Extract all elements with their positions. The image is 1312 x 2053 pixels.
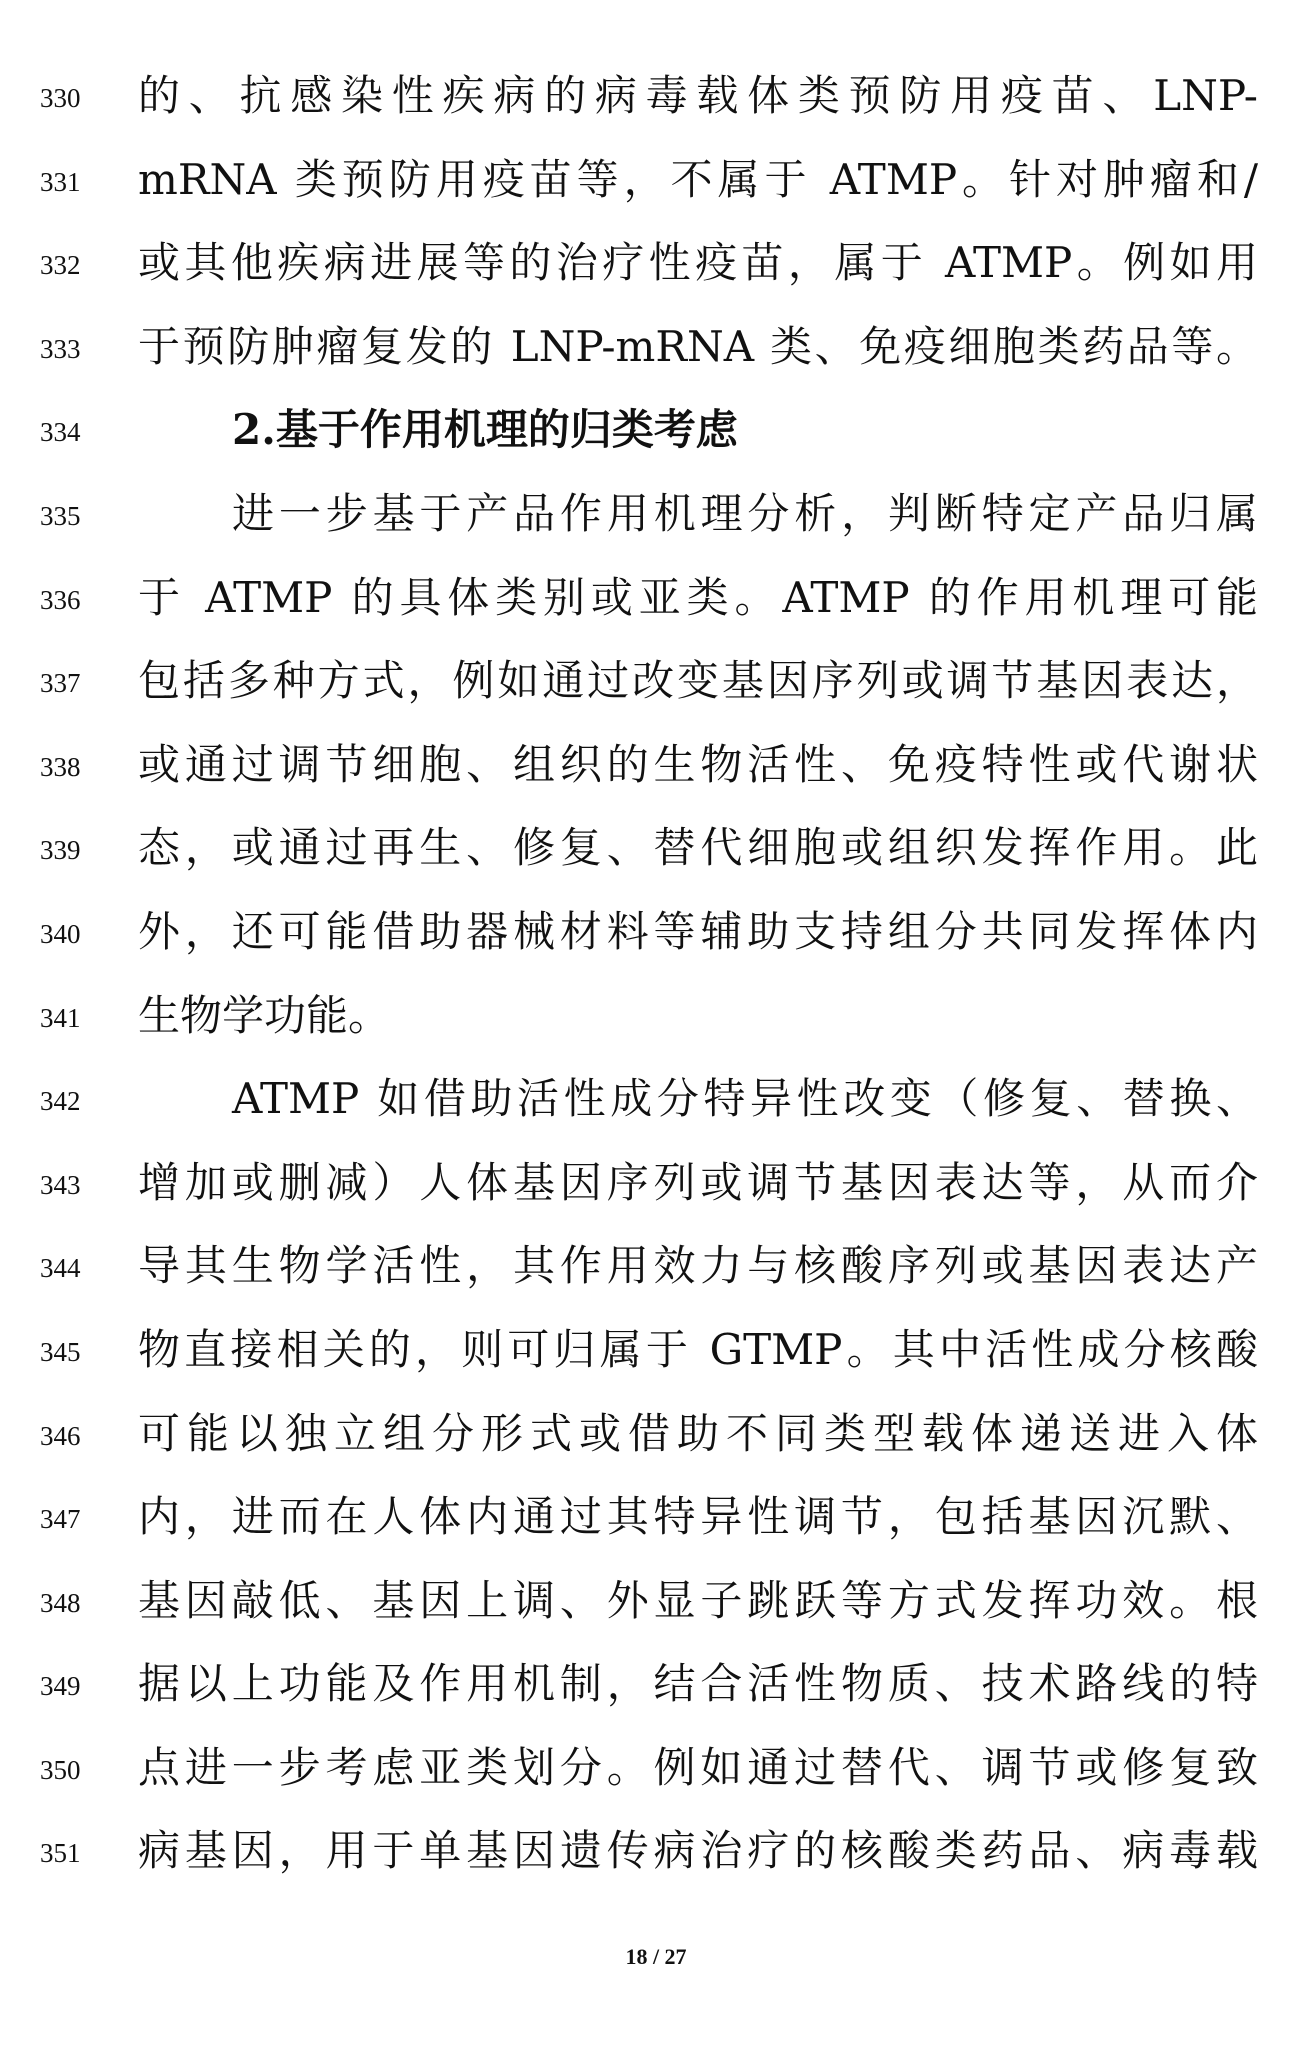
text-line	[0, 68, 1312, 152]
line-text: 包括多种方式，例如通过改变基因序列或调节基因表达，	[138, 656, 1258, 706]
text-line	[0, 1573, 1312, 1657]
line-text: 的、抗感染性疾病的病毒载体类预防用疫苗、LNP-	[138, 71, 1258, 120]
line-text: ATMP 如借助活性成分特异性改变（修复、替换、	[232, 1074, 1258, 1124]
section-heading: 2.基于作用机理的归类考虑	[232, 405, 738, 455]
text-line	[0, 486, 1312, 570]
text-line	[0, 988, 1312, 1072]
line-number: 342	[40, 1086, 81, 1117]
text-line	[0, 235, 1312, 319]
line-number: 340	[40, 918, 81, 949]
line-text: 态，或通过再生、修复、替代细胞或组织发挥作用。此	[138, 823, 1258, 873]
text-line	[0, 1238, 1312, 1322]
line-text: 物直接相关的，则可归属于 GTMP。其中活性成分核酸	[138, 1324, 1258, 1374]
text-line	[0, 1823, 1312, 1907]
line-text: 病基因，用于单基因遗传病治疗的核酸类药品、病毒载	[138, 1826, 1258, 1876]
document-body	[0, 68, 1312, 1907]
line-number: 341	[40, 1002, 81, 1033]
text-line	[0, 570, 1312, 654]
text-line	[0, 1155, 1312, 1239]
text-line	[0, 1489, 1312, 1573]
line-text: 导其生物学活性，其作用效力与核酸序列或基因表达产	[138, 1241, 1258, 1291]
line-text: mRNA 类预防用疫苗等，不属于 ATMP。针对肿瘤和/	[138, 154, 1258, 204]
line-text: 增加或删减）人体基因序列或调节基因表达等，从而介	[138, 1157, 1258, 1207]
page-number: 18 / 27	[625, 1944, 687, 1969]
line-number: 339	[40, 835, 81, 866]
line-text: 外，还可能借助器械材料等辅助支持组分共同发挥体内	[138, 906, 1258, 956]
line-number: 337	[40, 668, 81, 699]
line-number: 351	[40, 1838, 81, 1869]
text-line	[0, 1322, 1312, 1406]
line-text: 进一步基于产品作用机理分析，判断特定产品归属	[232, 488, 1258, 538]
text-line	[0, 904, 1312, 988]
line-number: 348	[40, 1587, 81, 1618]
text-line	[0, 1656, 1312, 1740]
text-line	[0, 319, 1312, 403]
line-text: 据以上功能及作用机制，结合活性物质、技术路线的特	[138, 1659, 1258, 1709]
line-number: 346	[40, 1420, 81, 1451]
line-text: 基因敲低、基因上调、外显子跳跃等方式发挥功效。根	[138, 1575, 1258, 1625]
text-line	[0, 737, 1312, 821]
line-number: 349	[40, 1671, 81, 1702]
text-line	[0, 1071, 1312, 1155]
line-number: 332	[40, 250, 81, 281]
text-line	[0, 820, 1312, 904]
line-text: 或通过调节细胞、组织的生物活性、免疫特性或代谢状	[138, 739, 1258, 789]
line-number: 338	[40, 751, 81, 782]
text-line	[0, 152, 1312, 236]
line-number: 333	[40, 333, 81, 364]
line-number: 350	[40, 1754, 81, 1785]
line-number: 345	[40, 1336, 81, 1367]
text-line	[0, 1406, 1312, 1490]
line-text: 于预防肿瘤复发的 LNP-mRNA 类、免疫细胞类药品等。	[138, 321, 1258, 371]
line-text: 点进一步考虑亚类划分。例如通过替代、调节或修复致	[138, 1742, 1258, 1792]
line-number: 336	[40, 584, 81, 615]
line-number: 344	[40, 1253, 81, 1284]
line-text: 或其他疾病进展等的治疗性疫苗，属于 ATMP。例如用	[138, 238, 1258, 288]
text-line	[0, 402, 1312, 486]
line-text: 于 ATMP 的具体类别或亚类。ATMP 的作用机理可能	[138, 572, 1258, 622]
line-number: 335	[40, 500, 81, 531]
line-number: 331	[40, 166, 81, 197]
text-line	[0, 653, 1312, 737]
line-number: 343	[40, 1169, 81, 1200]
line-text: 生物学功能。	[138, 990, 391, 1040]
line-text: 内，进而在人体内通过其特异性调节，包括基因沉默、	[138, 1492, 1258, 1542]
text-line	[0, 1740, 1312, 1824]
line-text: 可能以独立组分形式或借助不同类型载体递送进入体	[138, 1408, 1258, 1458]
line-number: 334	[40, 417, 81, 448]
line-number: 330	[40, 83, 81, 113]
line-number: 347	[40, 1504, 81, 1535]
